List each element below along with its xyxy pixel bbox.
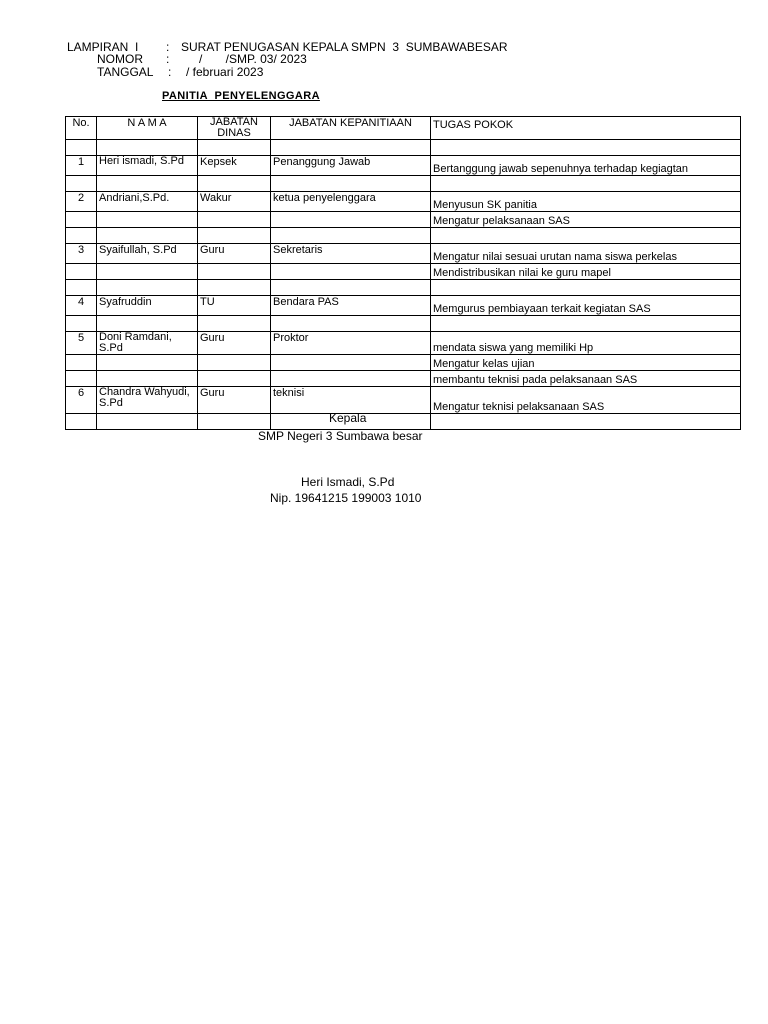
tugas-pokok-cell: Mengatur pelaksanaan SAS	[431, 212, 741, 228]
nama-cell	[97, 355, 198, 371]
jabatan-dinas-cell: Guru	[198, 332, 271, 355]
nama-cell	[97, 414, 198, 430]
header-jabatan-kepanitiaan: JABATAN KEPANITIAAN	[271, 117, 431, 140]
nama-cell	[97, 228, 198, 244]
jabatan-kepanitiaan-cell	[271, 212, 431, 228]
table-row	[66, 414, 741, 430]
table-row	[66, 192, 741, 212]
jabatan-dinas-cell: TU	[198, 296, 271, 316]
header-no: No.	[66, 117, 97, 140]
tanggal-label: TANGGAL	[97, 65, 154, 79]
no-cell: 2	[66, 192, 97, 212]
lampiran-value: SURAT PENUGASAN KEPALA SMPN 3 SUMBAWABESAR	[181, 40, 508, 54]
jabatan-dinas-cell	[198, 140, 271, 156]
nama-cell	[97, 176, 198, 192]
tugas-pokok-cell: Bertanggung jawab sepenuhnya terhadap kegiagtan	[431, 156, 741, 176]
no-cell	[66, 140, 97, 156]
table-row	[66, 176, 741, 192]
page-title: PANITIA PENYELENGGARA	[162, 90, 320, 102]
nama-cell	[97, 280, 198, 296]
table-row	[66, 156, 741, 176]
jabatan-kepanitiaan-cell: Penanggung Jawab	[271, 156, 431, 176]
table-row	[66, 355, 741, 371]
no-cell	[66, 414, 97, 430]
nama-cell: Syafruddin	[97, 296, 198, 316]
no-cell	[66, 316, 97, 332]
tugas-pokok-cell: Mengatur kelas ujian	[431, 355, 741, 371]
table-row	[66, 244, 741, 264]
jabatan-kepanitiaan-cell	[271, 228, 431, 244]
no-cell: 6	[66, 387, 97, 414]
tugas-pokok-cell	[431, 228, 741, 244]
jabatan-kepanitiaan-cell	[271, 280, 431, 296]
nama-cell: Syaifullah, S.Pd	[97, 244, 198, 264]
signature-position: Kepala	[329, 411, 367, 425]
nama-cell	[97, 264, 198, 280]
nomor-value: / /SMP. 03/ 2023	[199, 52, 307, 66]
table-row	[66, 264, 741, 280]
jabatan-kepanitiaan-cell	[271, 264, 431, 280]
jabatan-dinas-cell	[198, 212, 271, 228]
tugas-pokok-cell: Menyusun SK panitia	[431, 192, 741, 212]
jabatan-kepanitiaan-cell	[271, 176, 431, 192]
jabatan-kepanitiaan-cell: Bendara PAS	[271, 296, 431, 316]
no-cell	[66, 355, 97, 371]
nama-cell: Chandra Wahyudi, S.Pd	[97, 387, 198, 414]
table-row	[66, 387, 741, 414]
tugas-pokok-cell: membantu teknisi pada pelaksanaan SAS	[431, 371, 741, 387]
no-cell	[66, 371, 97, 387]
committee-table	[65, 116, 741, 430]
jabatan-kepanitiaan-cell: teknisi	[271, 387, 431, 414]
tanggal-separator: :	[168, 65, 172, 79]
tugas-pokok-cell: mendata siswa yang memiliki Hp	[431, 332, 741, 355]
table-row	[66, 316, 741, 332]
header-tugas-pokok: TUGAS POKOK	[431, 117, 741, 140]
nama-cell: Andriani,S.Pd.	[97, 192, 198, 212]
no-cell: 3	[66, 244, 97, 264]
tugas-pokok-cell: Memgurus pembiayaan terkait kegiatan SAS	[431, 296, 741, 316]
nomor-separator: :	[166, 52, 170, 66]
jabatan-dinas-cell	[198, 316, 271, 332]
no-cell	[66, 176, 97, 192]
tugas-pokok-cell: Mengatur teknisi pelaksanaan SAS	[431, 387, 741, 414]
jabatan-dinas-cell	[198, 280, 271, 296]
jabatan-kepanitiaan-cell: Sekretaris	[271, 244, 431, 264]
signature-nip: Nip. 19641215 199003 1010	[270, 491, 422, 505]
no-cell	[66, 228, 97, 244]
no-cell	[66, 264, 97, 280]
jabatan-dinas-cell	[198, 264, 271, 280]
no-cell: 1	[66, 156, 97, 176]
jabatan-kepanitiaan-cell	[271, 371, 431, 387]
jabatan-dinas-cell: Guru	[198, 244, 271, 264]
table-row	[66, 296, 741, 316]
jabatan-kepanitiaan-cell	[271, 140, 431, 156]
no-cell	[66, 280, 97, 296]
jabatan-dinas-cell	[198, 371, 271, 387]
tugas-pokok-cell	[431, 414, 741, 430]
signature-name: Heri Ismadi, S.Pd	[301, 475, 395, 489]
nama-cell: Heri ismadi, S.Pd	[97, 156, 198, 176]
signature-school: SMP Negeri 3 Sumbawa besar	[258, 429, 423, 443]
jabatan-kepanitiaan-cell	[271, 316, 431, 332]
tanggal-value: / februari 2023	[186, 65, 264, 79]
nama-cell	[97, 316, 198, 332]
table-row	[66, 140, 741, 156]
tugas-pokok-cell	[431, 280, 741, 296]
jabatan-dinas-cell: Wakur	[198, 192, 271, 212]
header-jabatan-dinas: JABATAN DINAS	[198, 117, 271, 140]
no-cell	[66, 212, 97, 228]
lampiran-separator: :	[166, 40, 170, 54]
no-cell: 5	[66, 332, 97, 355]
jabatan-dinas-cell	[198, 355, 271, 371]
nomor-label: NOMOR	[97, 52, 143, 66]
jabatan-dinas-cell	[198, 228, 271, 244]
nama-cell	[97, 371, 198, 387]
table-row	[66, 280, 741, 296]
tugas-pokok-cell: Mengatur nilai sesuai urutan nama siswa perkelas	[431, 244, 741, 264]
jabatan-dinas-cell	[198, 176, 271, 192]
table-header-row	[66, 117, 741, 140]
lampiran-label: LAMPIRAN I	[67, 40, 139, 54]
jabatan-dinas-cell: Guru	[198, 387, 271, 414]
table-row	[66, 228, 741, 244]
nama-cell: Doni Ramdani, S.Pd	[97, 332, 198, 355]
jabatan-kepanitiaan-cell: Proktor	[271, 332, 431, 355]
nama-cell	[97, 140, 198, 156]
nama-cell	[97, 212, 198, 228]
jabatan-kepanitiaan-cell: ketua penyelenggara	[271, 192, 431, 212]
tugas-pokok-cell	[431, 176, 741, 192]
tugas-pokok-cell	[431, 140, 741, 156]
header-nama: N A M A	[97, 117, 198, 140]
tugas-pokok-cell	[431, 316, 741, 332]
table-row	[66, 212, 741, 228]
jabatan-dinas-cell: Kepsek	[198, 156, 271, 176]
no-cell: 4	[66, 296, 97, 316]
table-row	[66, 371, 741, 387]
jabatan-dinas-cell	[198, 414, 271, 430]
tugas-pokok-cell: Mendistribusikan nilai ke guru mapel	[431, 264, 741, 280]
table-row	[66, 332, 741, 355]
jabatan-kepanitiaan-cell	[271, 355, 431, 371]
